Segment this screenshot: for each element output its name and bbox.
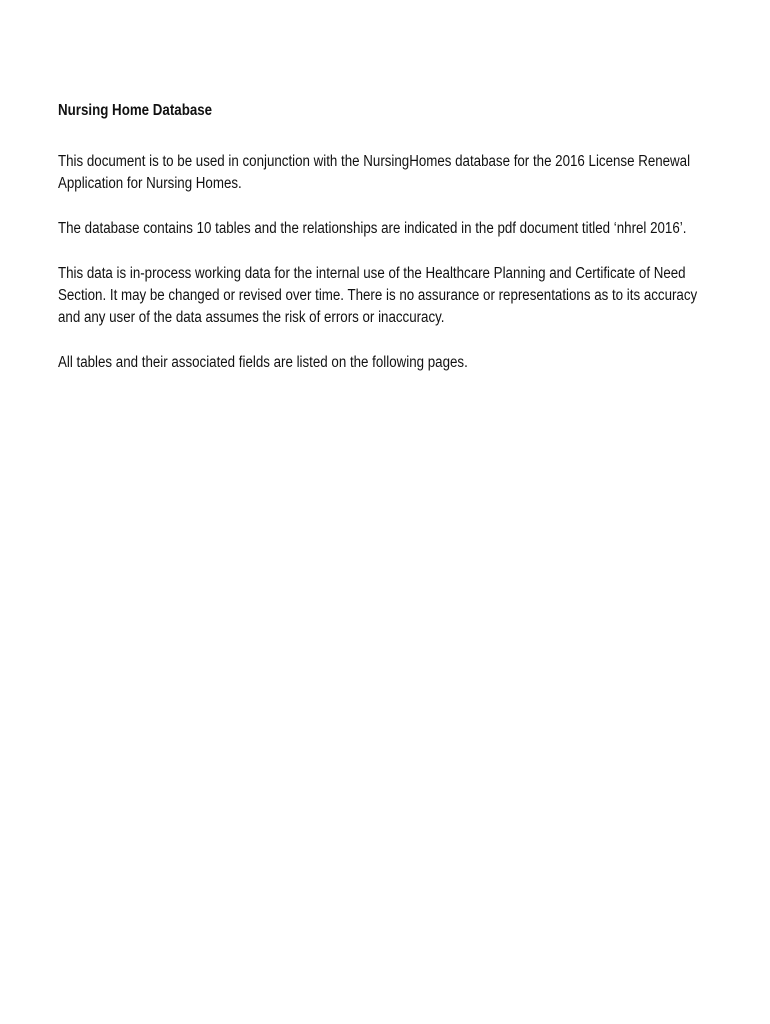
tables-paragraph <box>58 218 718 240</box>
text-line: Section. It may be changed or revised over time. There is no assurance or representations as to its accuracy <box>58 287 698 304</box>
fields-paragraph <box>58 352 718 374</box>
text-line: and any user of the data assumes the risk of errors or inaccuracy. <box>58 309 445 326</box>
text-line: This document is to be used in conjunction with the NursingHomes database for the 2016 License Renewal <box>58 153 691 170</box>
text-line: Application for Nursing Homes. <box>58 175 242 192</box>
document-content <box>58 100 718 397</box>
text-line: The database contains 10 tables and the relationships are indicated in the pdf document titled ‘nhrel 2016’. <box>58 220 687 237</box>
text-line: This data is in-process working data for the internal use of the Healthcare Planning and Certificate of Need <box>58 265 686 282</box>
disclaimer-paragraph <box>58 263 718 329</box>
document-title: Nursing Home Database <box>58 102 213 119</box>
intro-paragraph <box>58 151 718 195</box>
text-line: All tables and their associated fields are listed on the following pages. <box>58 354 468 371</box>
